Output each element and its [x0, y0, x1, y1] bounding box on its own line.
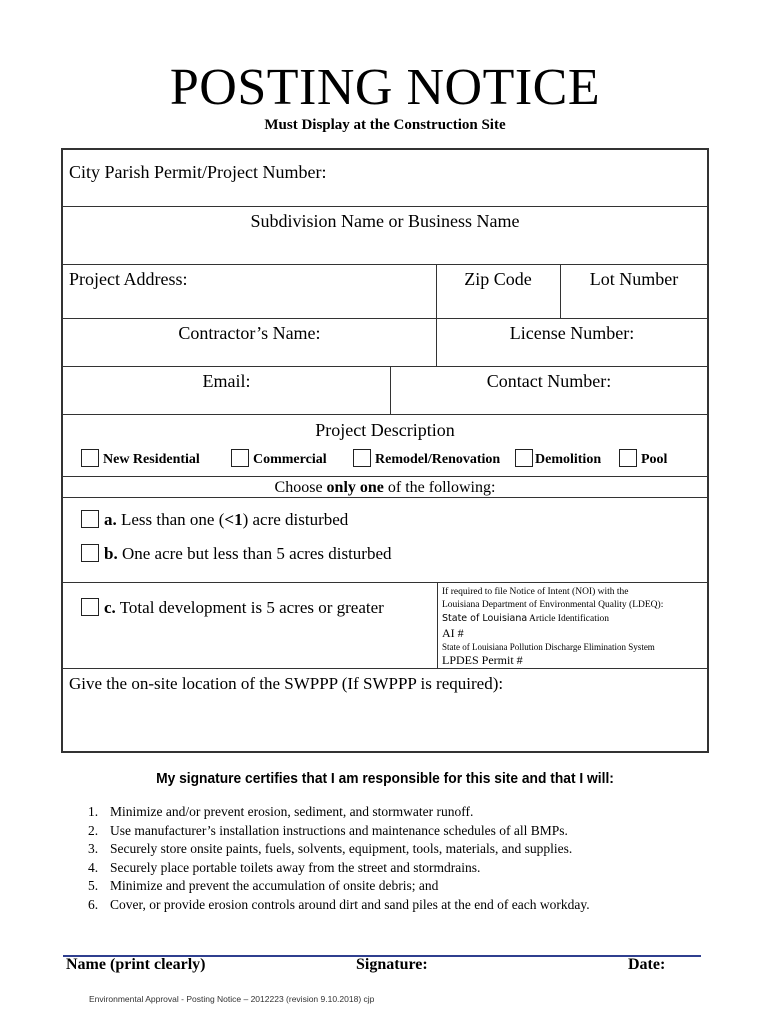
list-item-text: Minimize and prevent the accumulation of onsite debris; and: [110, 878, 439, 893]
list-number: 3.: [88, 841, 99, 856]
project-type-commercial[interactable]: [231, 449, 327, 468]
list-number: 6.: [88, 896, 99, 912]
project-type-label: Pool: [641, 452, 668, 467]
swppp-location-label: Give the on-site location of the SWPPP (If SWPPP is required):: [69, 674, 504, 693]
noi-article-identification: [442, 612, 609, 626]
row-divider: [63, 497, 707, 498]
choose-prefix: Choose: [274, 479, 327, 496]
option-emphasis: <1: [224, 510, 243, 529]
noi-state: State of Louisiana: [442, 613, 528, 624]
option-text: One acre but less than 5 acres disturbed: [117, 544, 392, 563]
option-text: Less than one (: [116, 510, 225, 529]
zip-code-label: Zip Code: [464, 269, 532, 289]
posting-form: [61, 148, 709, 753]
project-type-demolition[interactable]: [515, 449, 601, 468]
option-letter: a.: [104, 510, 117, 529]
list-item-text: Use manufacturer’s installation instructions and maintenance schedules of all BMPs.: [110, 822, 568, 838]
date-label: Date:: [628, 956, 666, 973]
subdivision-label: Subdivision Name or Business Name: [250, 211, 520, 231]
row-divider: [63, 414, 707, 415]
row-divider: [63, 264, 707, 265]
signature-label: Signature:: [356, 956, 428, 973]
checkbox[interactable]: [515, 449, 533, 467]
list-item-text: Securely place portable toilets away from the street and stormdrains.: [110, 859, 481, 875]
list-item: [88, 803, 590, 822]
list-item-text: Securely store onsite paints, fuels, solvents, equipment, tools, materials, and supplies.: [110, 841, 573, 856]
choose-suffix: of the following:: [383, 479, 496, 496]
disturbance-option-c[interactable]: [81, 598, 384, 618]
page-title: POSTING NOTICE: [169, 59, 601, 116]
certification-heading: My signature certifies that I am responsible for this site and that I will:: [156, 770, 614, 787]
project-type-label: New Residential: [103, 452, 200, 467]
noi-article: Article Identification: [527, 614, 609, 624]
project-type-remodel[interactable]: [353, 449, 500, 468]
list-item-text: Minimize and/or prevent erosion, sediment, and stormwater runoff.: [110, 804, 474, 819]
row-divider: [63, 366, 707, 367]
project-type-label: Commercial: [253, 452, 327, 467]
choose-instruction: [63, 479, 707, 497]
disturbance-option-a[interactable]: [81, 510, 348, 530]
option-text: Total development is 5 acres or greater: [115, 598, 384, 617]
list-item: [88, 840, 590, 859]
project-address-label: Project Address:: [69, 269, 188, 289]
checkbox[interactable]: [231, 449, 249, 467]
checkbox[interactable]: [81, 598, 99, 616]
noi-info-line1: If required to file Notice of Intent (NOI) with the: [442, 587, 629, 597]
footer-revision: Environmental Approval - Posting Notice – 2012223 (revision 9.10.2018) cjp: [89, 994, 375, 1004]
checkbox[interactable]: [81, 510, 99, 528]
checkbox[interactable]: [619, 449, 637, 467]
email-label: Email:: [202, 371, 251, 391]
project-description-label: Project Description: [315, 420, 455, 440]
list-item: [88, 896, 590, 915]
project-type-new-residential[interactable]: [81, 449, 200, 468]
page-subtitle: Must Display at the Construction Site: [264, 117, 506, 133]
row-divider: [63, 206, 707, 207]
option-text: ) acre disturbed: [242, 510, 349, 529]
list-item: [88, 877, 590, 896]
project-type-label: Remodel/Renovation: [375, 452, 501, 467]
project-type-pool[interactable]: [619, 449, 667, 468]
lpdes-description: State of Louisiana Pollution Discharge Elimination System: [442, 642, 655, 652]
lpdes-permit-label: LPDES Permit #: [442, 653, 523, 667]
list-number: 4.: [88, 859, 99, 875]
checkbox[interactable]: [81, 544, 99, 562]
name-print-label: Name (print clearly): [66, 956, 206, 973]
noi-info-line2: Louisiana Department of Environmental Quality (LDEQ):: [442, 600, 664, 610]
ai-number-label: AI #: [442, 626, 464, 640]
option-letter: c.: [104, 598, 116, 617]
list-number: 2.: [88, 822, 99, 838]
contractor-name-label: Contractor’s Name:: [178, 323, 321, 343]
option-letter: b.: [104, 544, 118, 563]
choose-emphasis: only one: [326, 479, 384, 496]
row-divider: [63, 318, 707, 319]
column-divider: [437, 582, 438, 668]
certification-list: [88, 803, 590, 914]
contact-number-label: Contact Number:: [486, 371, 612, 391]
row-divider: [63, 582, 707, 583]
permit-number-label: City Parish Permit/Project Number:: [69, 162, 327, 182]
checkbox[interactable]: [81, 449, 99, 467]
list-item-text: Cover, or provide erosion controls around dirt and sand piles at the end of each workday.: [110, 896, 590, 912]
row-divider: [63, 476, 707, 477]
checkbox[interactable]: [353, 449, 371, 467]
lot-number-label: Lot Number: [589, 269, 679, 289]
list-number: 1.: [88, 804, 99, 819]
project-type-label: Demolition: [535, 452, 602, 467]
list-number: 5.: [88, 878, 99, 893]
license-number-label: License Number:: [509, 323, 635, 343]
list-item: [88, 822, 590, 841]
row-divider: [63, 668, 707, 669]
disturbance-option-b[interactable]: [81, 544, 392, 564]
list-item: [88, 859, 590, 878]
